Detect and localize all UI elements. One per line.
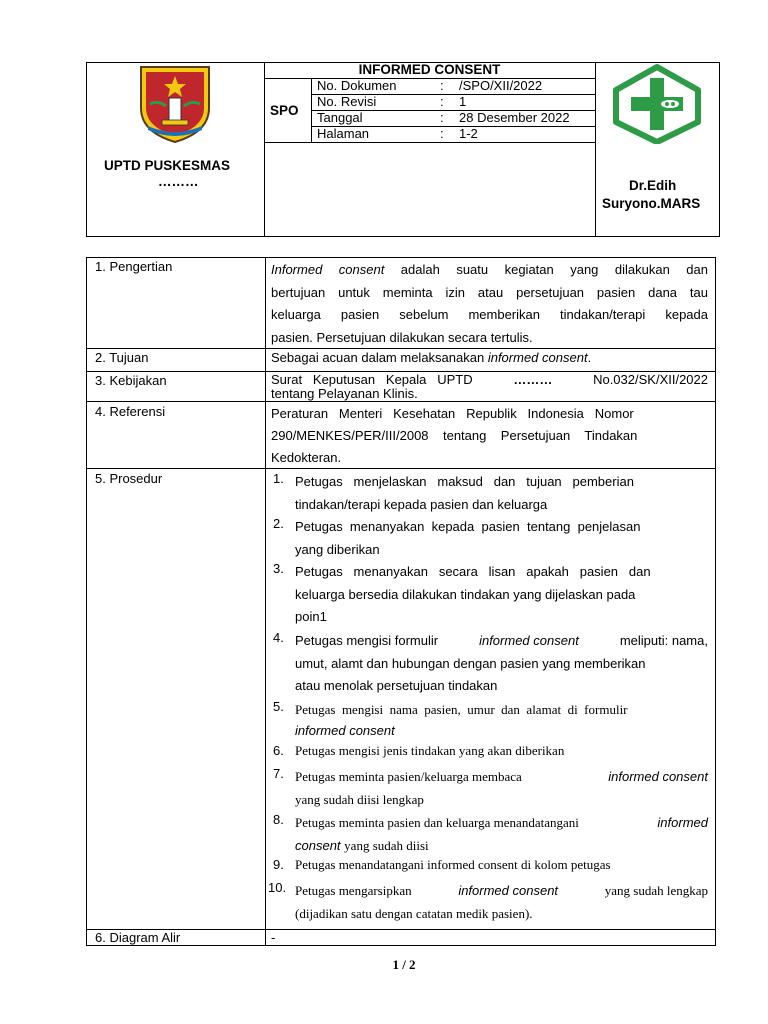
step-term: consent	[295, 837, 341, 853]
puskesmas-logo	[612, 64, 702, 144]
referensi-line: Peraturan Menteri Kesehatan Republik Indonesia Nomor	[271, 406, 634, 421]
step-number: 10.	[268, 880, 287, 895]
pengertian-text	[271, 259, 708, 349]
step-term: informed consent	[479, 633, 579, 648]
signer-title: Suryono.MARS	[602, 196, 701, 211]
step-line: yang sudah diisi lengkap	[295, 791, 424, 807]
org-name-placeholder: ………	[158, 174, 199, 189]
step-number: 4.	[273, 630, 284, 645]
step-line: Petugas menjelaskan maksud dan tujuan pemberian	[295, 474, 634, 489]
page-number: 1 / 2	[392, 957, 416, 972]
field-value: 1	[459, 94, 467, 109]
step-line: Petugas mengisi jenis tindakan yang akan diberikan	[295, 743, 565, 758]
row-label-referensi: 4. Referensi	[95, 404, 166, 419]
step-number: 2.	[273, 516, 284, 531]
signer-name: Dr.Edih	[629, 178, 677, 193]
step-part: yang sudah lengkap	[604, 883, 708, 898]
list-item	[295, 857, 708, 873]
step-part: meliputi: nama,	[619, 633, 708, 648]
diagram-value: -	[271, 930, 276, 945]
kebijakan-line: tentang Pelayanan Klinis.	[271, 386, 418, 401]
document-title: INFORMED CONSENT	[358, 62, 501, 77]
org-name: UPTD PUSKESMAS	[104, 158, 231, 173]
list-item	[295, 561, 708, 629]
step-line: Petugas menandatangani informed consent di kolom petugas	[295, 857, 611, 872]
field-value: 28 Desember 2022	[459, 110, 570, 125]
row-label-diagram: 6. Diagram Alir	[95, 930, 181, 945]
referensi-line: 290/MENKES/PER/III/2008 tentang Persetujuan Tindakan	[271, 428, 638, 443]
tujuan-text	[271, 350, 591, 366]
step-part: Petugas mengarsipkan	[295, 883, 412, 898]
field-sep: :	[440, 126, 444, 141]
step-number: 8.	[273, 812, 284, 827]
step-line: keluarga bersedia dilakukan tindakan yang dijelaskan pada	[295, 586, 636, 602]
list-item	[295, 471, 708, 516]
step-line: umut, alamt dan hubungan dengan pasien yang memberikan	[295, 655, 646, 671]
step-term: informed consent	[295, 723, 395, 738]
step-part: Petugas mengisi formulir	[295, 633, 439, 648]
spo-label: SPO	[270, 103, 299, 118]
step-term: informed	[657, 815, 708, 830]
city-crest-logo	[138, 64, 212, 144]
row-label-prosedur: 5. Prosedur	[95, 471, 163, 486]
pengertian-line: adalah suatu kegiatan yang dilakukan dan	[400, 262, 708, 277]
step-part: Petugas meminta pasien/keluarga membaca	[295, 769, 522, 784]
tujuan-end: .	[587, 350, 592, 365]
step-number: 9.	[273, 857, 284, 872]
step-line: Petugas menanyakan kepada pasien tentang penjelasan	[295, 519, 641, 534]
row-label-kebijakan: 3. Kebijakan	[95, 373, 167, 388]
step-line: Petugas mengisi nama pasien, umur dan alamat di formulir	[295, 702, 628, 717]
tujuan-term: informed consent	[487, 350, 588, 365]
step-number: 1.	[273, 471, 284, 486]
step-part: Petugas meminta pasien dan keluarga menandatangani	[295, 815, 579, 830]
referensi-line: Kedokteran.	[271, 450, 342, 465]
pengertian-line: bertujuan untuk meminta izin atau persetujuan pasien dana tau	[271, 284, 708, 300]
list-item	[295, 630, 708, 698]
step-line: (dijadikan satu dengan catatan medik pasien).	[295, 905, 533, 921]
field-value: /SPO/XII/2022	[459, 78, 543, 93]
step-line: poin1	[295, 609, 327, 624]
field-sep: :	[440, 94, 444, 109]
step-number: 6.	[273, 743, 284, 758]
pengertian-line: pasien. Persetujuan dilakukan secara tertulis.	[271, 329, 533, 345]
list-item	[295, 880, 708, 925]
step-number: 7.	[273, 766, 284, 781]
row-label-pengertian: 1. Pengertian	[95, 259, 173, 274]
list-item	[295, 766, 708, 811]
step-term: informed consent	[458, 883, 559, 898]
list-item	[295, 812, 708, 857]
field-sep: :	[440, 110, 444, 125]
field-label: No. Dokumen	[317, 78, 397, 93]
kebijakan-text	[271, 373, 708, 401]
kebijakan-placeholder: ………	[513, 372, 553, 387]
list-item	[295, 699, 708, 741]
field-label: Halaman	[317, 126, 370, 141]
step-line: Petugas menanyakan secara lisan apakah pasien dan	[295, 564, 651, 579]
step-line: atau menolak persetujuan tindakan	[295, 678, 498, 693]
step-number: 3.	[273, 561, 284, 576]
step-line: yang diberikan	[295, 541, 380, 557]
pengertian-term: Informed consent	[271, 262, 385, 277]
kebijakan-part: Surat Keputusan Kepala UPTD	[271, 372, 473, 387]
field-label: Tanggal	[317, 110, 363, 125]
field-sep: :	[440, 78, 444, 93]
row-label-tujuan: 2. Tujuan	[95, 350, 149, 365]
referensi-text	[271, 403, 708, 469]
field-row	[317, 78, 396, 94]
pengertian-line: keluarga pasien sebelum memberikan tindakan/terapi kepada	[271, 307, 708, 322]
field-value: 1-2	[459, 126, 478, 141]
list-item	[295, 743, 708, 759]
field-label: No. Revisi	[317, 94, 377, 109]
kebijakan-number: No.032/SK/XII/2022	[593, 372, 708, 387]
step-line: tindakan/terapi kepada pasien dan keluarga	[295, 496, 548, 512]
list-item	[295, 516, 708, 561]
step-line: yang sudah diisi	[344, 837, 429, 853]
tujuan-body: Sebagai acuan dalam melaksanakan	[271, 350, 485, 365]
step-term: informed consent	[608, 769, 708, 784]
step-number: 5.	[273, 699, 284, 714]
